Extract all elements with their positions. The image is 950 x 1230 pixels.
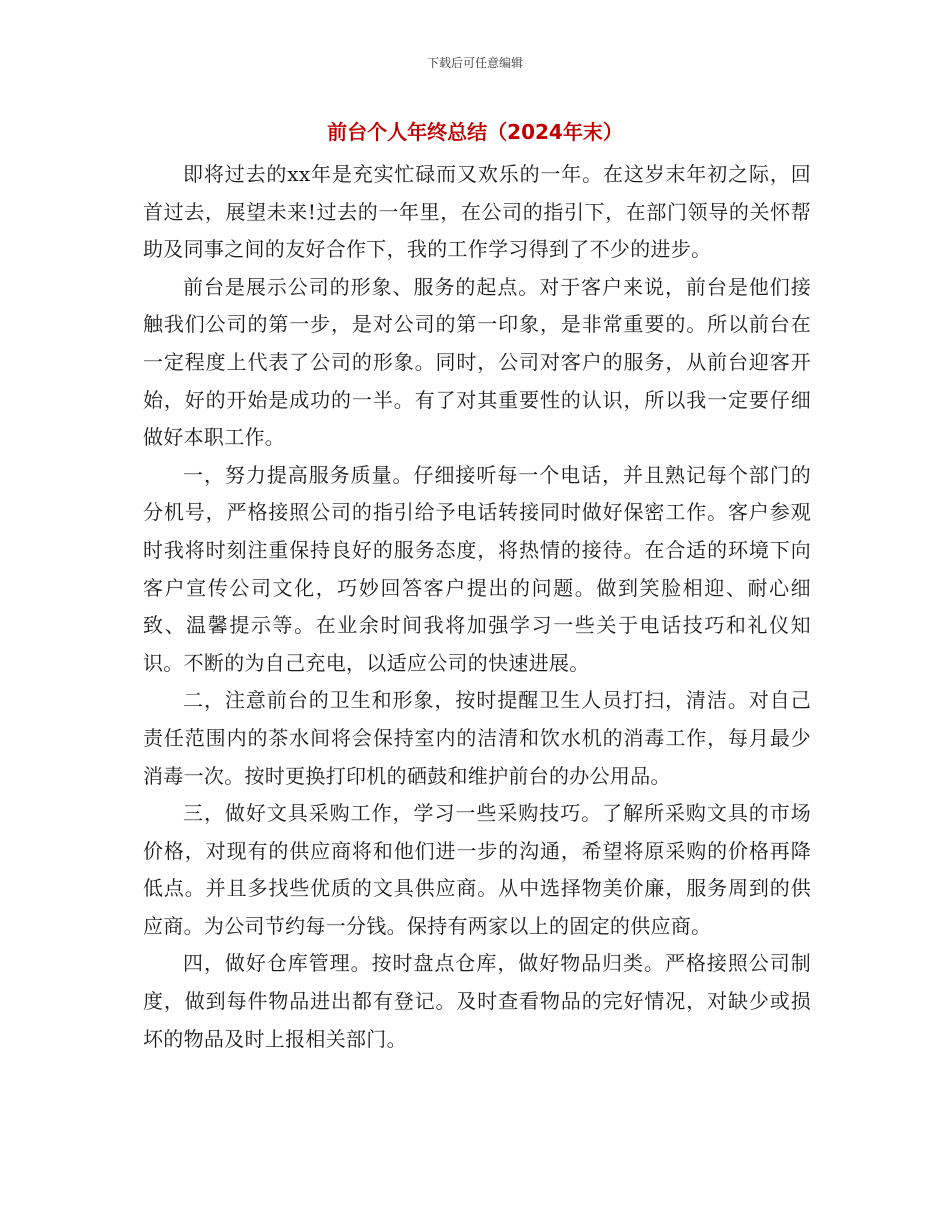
paragraph-warehouse: 四，做好仓库管理。按时盘点仓库，做好物品归类。严格接照公司制度，做到每件物品进出都有登记。及时查看物品的完好情况，对缺少或损坏的物品及时上报相关部门。: [143, 951, 811, 1051]
document-title: 前台个人年终总结（2024年末）: [327, 120, 623, 144]
paragraph-intro: 即将过去的xx年是充实忙碌而又欢乐的一年。在这岁末年初之际，回首过去，展望未来!过去的一年里，在公司的指引下，在部门领导的关怀帮助及同事之间的友好合作下，我的工作学习得到了不少的进步。: [143, 162, 811, 262]
header-note: 下载后可任意编辑: [426, 56, 523, 70]
document-body: [143, 156, 811, 1058]
paragraph-hygiene: 二，注意前台的卫生和形象，按时提醒卫生人员打扫，清洁。对自己责任范围内的茶水间将会保持室内的洁清和饮水机的消毒工作，每月最少消毒一次。按时更换打印机的硒鼓和维护前台的办公用品。: [143, 688, 811, 788]
paragraph-procurement: 三，做好文具采购工作，学习一些采购技巧。了解所采购文具的市场价格，对现有的供应商将和他们进一步的沟通，希望将原采购的价格再降低点。并且多找些优质的文具供应商。从中选择物美价廉，服务周到的供应商。为公司节约每一分钱。保持有两家以上的固定的供应商。: [143, 801, 811, 938]
paragraph-front-desk-role: 前台是展示公司的形象、服务的起点。对于客户来说，前台是他们接触我们公司的第一步，是对公司的第一印象，是非常重要的。所以前台在一定程度上代表了公司的形象。同时，公司对客户的服务，从前台迎客开始，好的开始是成功的一半。有了对其重要性的认识，所以我一定要仔细做好本职工作。: [143, 274, 811, 450]
paragraph-service-quality: 一，努力提高服务质量。仔细接听每一个电话，并且熟记每个部门的分机号，严格接照公司的指引给予电话转接同时做好保密工作。客户参观时我将时刻注重保持良好的服务态度，将热情的接待。在合适的环境下向客户宣传公司文化，巧妙回答客户提出的问题。做到笑脸相迎、耐心细致、温馨提示等。在业余时间我将加强学习一些关于电话技巧和礼仪知识。不断的为自己充电，以适应公司的快速进展。: [143, 462, 811, 675]
